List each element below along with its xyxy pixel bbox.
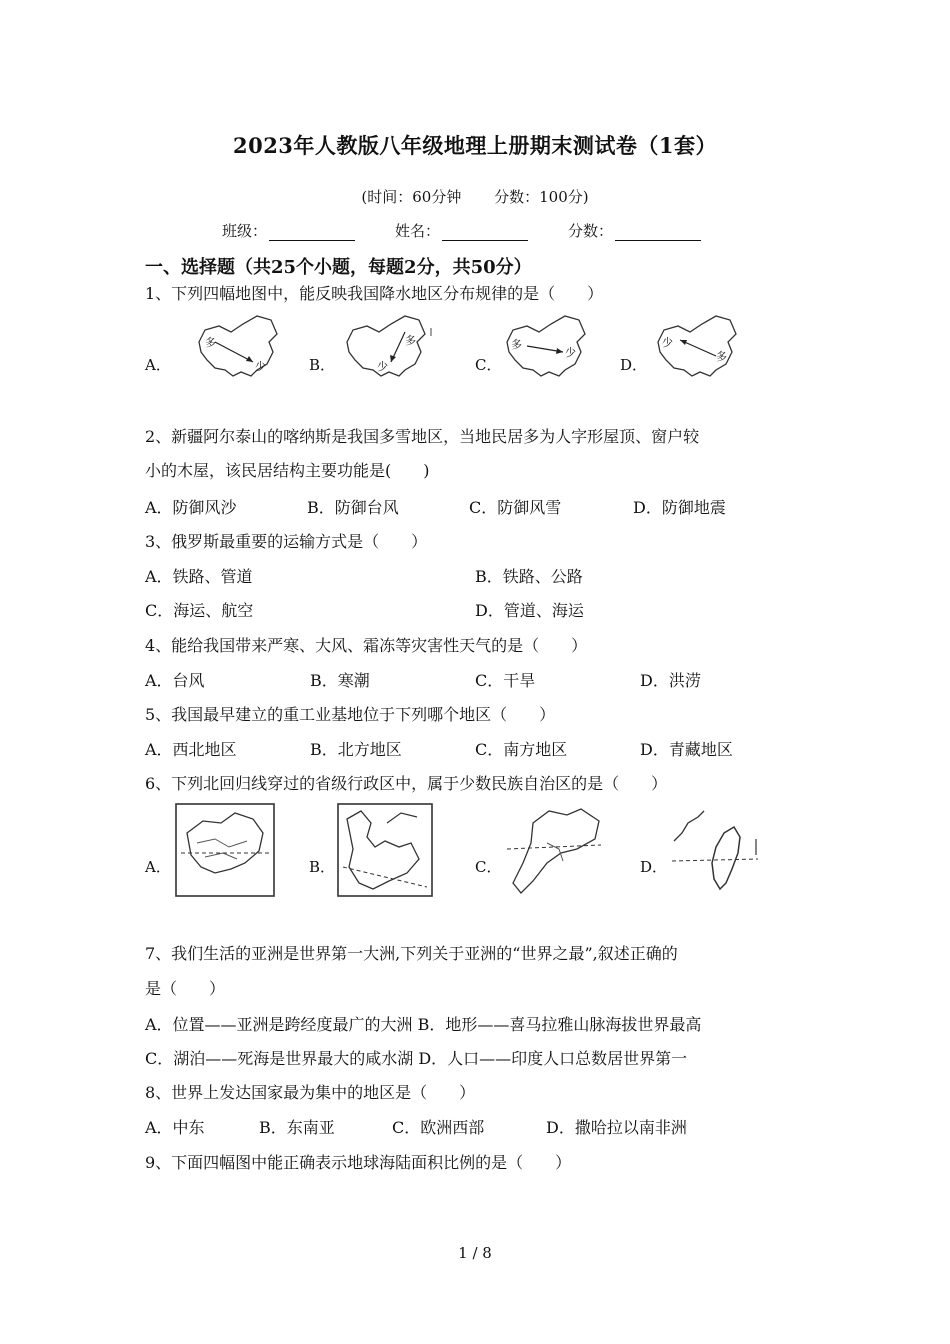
map-more-text: 多 bbox=[405, 334, 416, 347]
q4-option-d[interactable]: D．洪涝 bbox=[640, 671, 701, 690]
q8-option-a[interactable]: A．中东 bbox=[145, 1118, 205, 1137]
student-info bbox=[222, 220, 741, 241]
question-4-stem: 4、能给我国带来严寒、大风、霜冻等灾害性天气的是（ ） bbox=[145, 636, 588, 655]
page-number: 1 / 8 bbox=[458, 1244, 492, 1262]
q8-option-d[interactable]: D．撒哈拉以南非洲 bbox=[546, 1118, 687, 1137]
option-label: D． bbox=[640, 858, 668, 876]
map-more-text: 少 bbox=[662, 336, 673, 349]
option-label: B． bbox=[309, 356, 336, 374]
china-map-icon bbox=[339, 312, 435, 384]
option-label: B． bbox=[309, 858, 336, 876]
q3-option-c[interactable]: C．海运、航空 bbox=[145, 601, 254, 620]
q5-option-a[interactable]: A．西北地区 bbox=[145, 740, 237, 759]
option-label: A． bbox=[145, 858, 171, 876]
china-map-icon bbox=[650, 312, 742, 384]
map-less-text: 少 bbox=[255, 360, 266, 373]
province-map-icon bbox=[668, 803, 768, 897]
q4-option-b[interactable]: B．寒潮 bbox=[310, 671, 370, 690]
score-label: 分数： bbox=[568, 222, 614, 240]
province-map-icon bbox=[337, 803, 433, 897]
question-8-stem: 8、世界上发达国家最为集中的地区是（ ） bbox=[145, 1083, 476, 1102]
map-less-text: 多 bbox=[716, 350, 727, 363]
option-label: C． bbox=[475, 858, 502, 876]
score-blank[interactable] bbox=[615, 224, 701, 241]
q4-option-a[interactable]: A．台风 bbox=[145, 671, 205, 690]
class-blank[interactable] bbox=[269, 224, 355, 241]
province-map-icon bbox=[175, 803, 275, 897]
section-heading: 一、选择题（共25个小题，每题2分，共50分） bbox=[145, 257, 532, 278]
china-map-icon bbox=[191, 312, 283, 384]
q8-option-b[interactable]: B．东南亚 bbox=[259, 1118, 335, 1137]
q5-option-d[interactable]: D．青藏地区 bbox=[640, 740, 733, 759]
q2-option-c[interactable]: C．防御风雪 bbox=[469, 498, 562, 517]
class-label: 班级： bbox=[222, 222, 268, 240]
q3-option-a[interactable]: A．铁路、管道 bbox=[145, 567, 253, 586]
name-label: 姓名： bbox=[395, 222, 441, 240]
question-7-stem-1: 7、我们生活的亚洲是世界第一大洲,下列关于亚洲的“世界之最”,叙述正确的 bbox=[145, 944, 678, 963]
q7-options-ab[interactable]: A．位置——亚洲是跨经度最广的大洲 B．地形——喜马拉雅山脉海拔世界最高 bbox=[145, 1015, 702, 1034]
province-map-icon bbox=[503, 803, 603, 897]
question-2-stem-2: 小的木屋，该民居结构主要功能是( ) bbox=[145, 461, 430, 480]
q2-option-d[interactable]: D．防御地震 bbox=[633, 498, 726, 517]
option-label: C． bbox=[475, 356, 502, 374]
map-less-text: 少 bbox=[565, 346, 576, 359]
q2-option-b[interactable]: B．防御台风 bbox=[307, 498, 399, 517]
question-1-stem: 1、下列四幅地图中，能反映我国降水地区分布规律的是（ ） bbox=[145, 284, 604, 303]
q7-options-cd[interactable]: C．湖泊——死海是世界最大的咸水湖 D．人口——印度人口总数居世界第一 bbox=[145, 1049, 688, 1068]
page-title: 2023年人教版八年级地理上册期末测试卷（1套） bbox=[232, 133, 718, 158]
name-blank[interactable] bbox=[442, 224, 528, 241]
map-more-text: 多 bbox=[511, 338, 522, 351]
china-map-icon bbox=[499, 312, 591, 384]
question-3-stem: 3、俄罗斯最重要的运输方式是（ ） bbox=[145, 532, 428, 551]
question-2-stem-1: 2、新疆阿尔泰山的喀纳斯是我国多雪地区，当地民居多为人字形屋顶、窗户较 bbox=[145, 427, 700, 446]
score-info: 分数：100分) bbox=[494, 188, 589, 206]
option-label: A． bbox=[145, 356, 171, 374]
q8-option-c[interactable]: C．欧洲西部 bbox=[392, 1118, 485, 1137]
score-field bbox=[568, 220, 701, 241]
question-9-stem: 9、下面四幅图中能正确表示地球海陆面积比例的是（ ） bbox=[145, 1153, 572, 1172]
time-info: (时间：60分钟 bbox=[361, 188, 462, 206]
question-6-options bbox=[145, 800, 785, 900]
q5-option-c[interactable]: C．南方地区 bbox=[475, 740, 568, 759]
name-field bbox=[395, 220, 528, 241]
map-less-text: 少 bbox=[377, 360, 388, 373]
option-label: D． bbox=[620, 356, 648, 374]
exam-meta bbox=[0, 186, 950, 207]
q2-option-a[interactable]: A．防御风沙 bbox=[145, 498, 237, 517]
question-5-stem: 5、我国最早建立的重工业基地位于下列哪个地区（ ） bbox=[145, 705, 556, 724]
question-6-stem: 6、下列北回归线穿过的省级行政区中，属于少数民族自治区的是（ ） bbox=[145, 774, 668, 793]
q4-option-c[interactable]: C．干旱 bbox=[475, 671, 536, 690]
class-field bbox=[222, 220, 355, 241]
question-1-options bbox=[145, 312, 785, 387]
question-7-stem-2: 是（ ） bbox=[145, 979, 226, 998]
q5-option-b[interactable]: B．北方地区 bbox=[310, 740, 402, 759]
q3-option-b[interactable]: B．铁路、公路 bbox=[475, 567, 583, 586]
q3-option-d[interactable]: D．管道、海运 bbox=[475, 601, 584, 620]
map-more-text: 多 bbox=[205, 336, 216, 349]
